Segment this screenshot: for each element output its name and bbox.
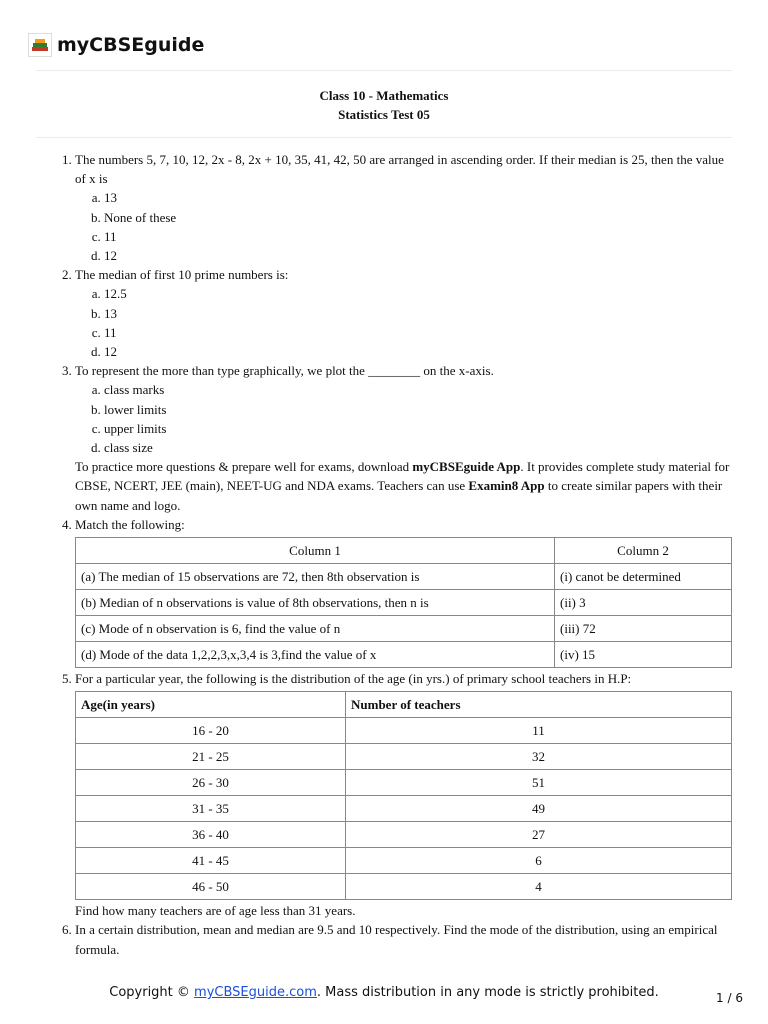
question-text: The median of first 10 prime numbers is: xyxy=(75,267,289,283)
table-cell: 49 xyxy=(346,796,732,822)
table-cell: (a) The median of 15 observations are 72, then 8th observation is xyxy=(76,564,555,590)
match-table xyxy=(75,537,732,668)
brand-name: myCBSEguide xyxy=(57,34,205,56)
page-number: 1 / 6 xyxy=(716,991,743,1005)
promo-paragraph xyxy=(75,457,732,515)
site-header xyxy=(28,30,204,60)
copyright-footer xyxy=(0,985,768,1000)
table-cell: (iv) 15 xyxy=(555,642,732,668)
table-header-row xyxy=(76,692,732,718)
table-header-row xyxy=(76,538,732,564)
table-cell: 46 - 50 xyxy=(76,874,346,900)
question-text: Match the following: xyxy=(75,516,185,532)
table-row xyxy=(76,848,732,874)
table-row xyxy=(76,642,732,668)
table-cell: 31 - 35 xyxy=(76,796,346,822)
question-6 xyxy=(75,920,732,958)
option: c. 11 xyxy=(104,227,732,246)
header-divider xyxy=(36,70,732,71)
question-5 xyxy=(75,669,732,920)
question-text: To represent the more than type graphically, we plot the ________ on the x-axis. xyxy=(75,363,494,379)
promo-text-1: To practice more questions & prepare well for exams, download xyxy=(75,459,413,475)
table-cell: (i) canot be determined xyxy=(555,564,732,590)
promo-app2-name: Examin8 App xyxy=(468,478,545,494)
promo-text-2: . It provides complete study material for CBSE, NCERT, JEE (main), NEET-UG and NDA exams. Teachers can use xyxy=(75,459,730,494)
table-row xyxy=(76,822,732,848)
promo-app-name: myCBSEguide App xyxy=(412,459,521,475)
table-row xyxy=(76,796,732,822)
option: b. 13 xyxy=(104,304,732,323)
option: c. upper limits xyxy=(104,419,732,438)
footer-text-pre: Copyright © xyxy=(109,985,195,1000)
question-list xyxy=(56,150,732,959)
table-header: Column 2 xyxy=(555,538,732,564)
table-cell: 36 - 40 xyxy=(76,822,346,848)
table-row xyxy=(76,770,732,796)
question-followup: Find how many teachers are of age less than 31 years. xyxy=(75,903,356,919)
question-text: For a particular year, the following is the distribution of the age (in yrs.) of primary school teachers in H.P: xyxy=(75,671,632,687)
table-cell: 21 - 25 xyxy=(76,744,346,770)
option: b. lower limits xyxy=(104,400,732,419)
question-text: In a certain distribution, mean and median are 9.5 and 10 respectively. Find the mode of the distribution, using an empirical formula. xyxy=(75,922,718,957)
option: b. None of these xyxy=(104,208,732,227)
table-cell: 11 xyxy=(346,718,732,744)
table-cell: (d) Mode of the data 1,2,2,3,x,3,4 is 3,find the value of x xyxy=(76,642,555,668)
table-cell: (iii) 72 xyxy=(555,616,732,642)
question-4 xyxy=(75,515,732,668)
table-cell: 6 xyxy=(346,848,732,874)
table-header: Column 1 xyxy=(76,538,555,564)
question-text: The numbers 5, 7, 10, 12, 2x - 8, 2x + 10, 35, 41, 42, 50 are arranged in ascending order. If their median is 25, then the value of x is xyxy=(75,152,724,187)
table-row xyxy=(76,564,732,590)
table-row xyxy=(76,590,732,616)
table-row xyxy=(76,874,732,900)
table-row xyxy=(76,616,732,642)
table-header: Number of teachers xyxy=(346,692,732,718)
option: a. class marks xyxy=(104,380,732,399)
title-line-1: Class 10 - Mathematics xyxy=(319,88,449,103)
question-1 xyxy=(75,150,732,265)
table-cell: 27 xyxy=(346,822,732,848)
table-cell: (c) Mode of n observation is 6, find the value of n xyxy=(76,616,555,642)
table-cell: 41 - 45 xyxy=(76,848,346,874)
table-cell: 4 xyxy=(346,874,732,900)
table-row xyxy=(76,718,732,744)
promo-text-3: to create similar papers with their own name and logo. xyxy=(75,478,723,513)
table-cell: 32 xyxy=(346,744,732,770)
option: c. 11 xyxy=(104,323,732,342)
table-cell: (b) Median of n observations is value of 8th observations, then n is xyxy=(76,590,555,616)
option: d. class size xyxy=(104,438,732,457)
books-logo-icon xyxy=(28,33,52,57)
age-distribution-table xyxy=(75,691,732,900)
footer-site-link[interactable]: myCBSEguide.com xyxy=(194,985,317,1000)
question-2 xyxy=(75,265,732,361)
table-header: Age(in years) xyxy=(76,692,346,718)
table-cell: 16 - 20 xyxy=(76,718,346,744)
footer-text-post: . Mass distribution in any mode is strictly prohibited. xyxy=(316,985,659,1000)
option: d. 12 xyxy=(104,246,732,265)
table-cell: (ii) 3 xyxy=(555,590,732,616)
table-cell: 51 xyxy=(346,770,732,796)
option: a. 13 xyxy=(104,188,732,207)
table-row xyxy=(76,744,732,770)
page-title xyxy=(0,86,768,124)
title-line-2: Statistics Test 05 xyxy=(338,107,430,122)
option: d. 12 xyxy=(104,342,732,361)
table-cell: 26 - 30 xyxy=(76,770,346,796)
question-3 xyxy=(75,361,732,457)
option: a. 12.5 xyxy=(104,284,732,303)
title-divider xyxy=(36,137,732,138)
